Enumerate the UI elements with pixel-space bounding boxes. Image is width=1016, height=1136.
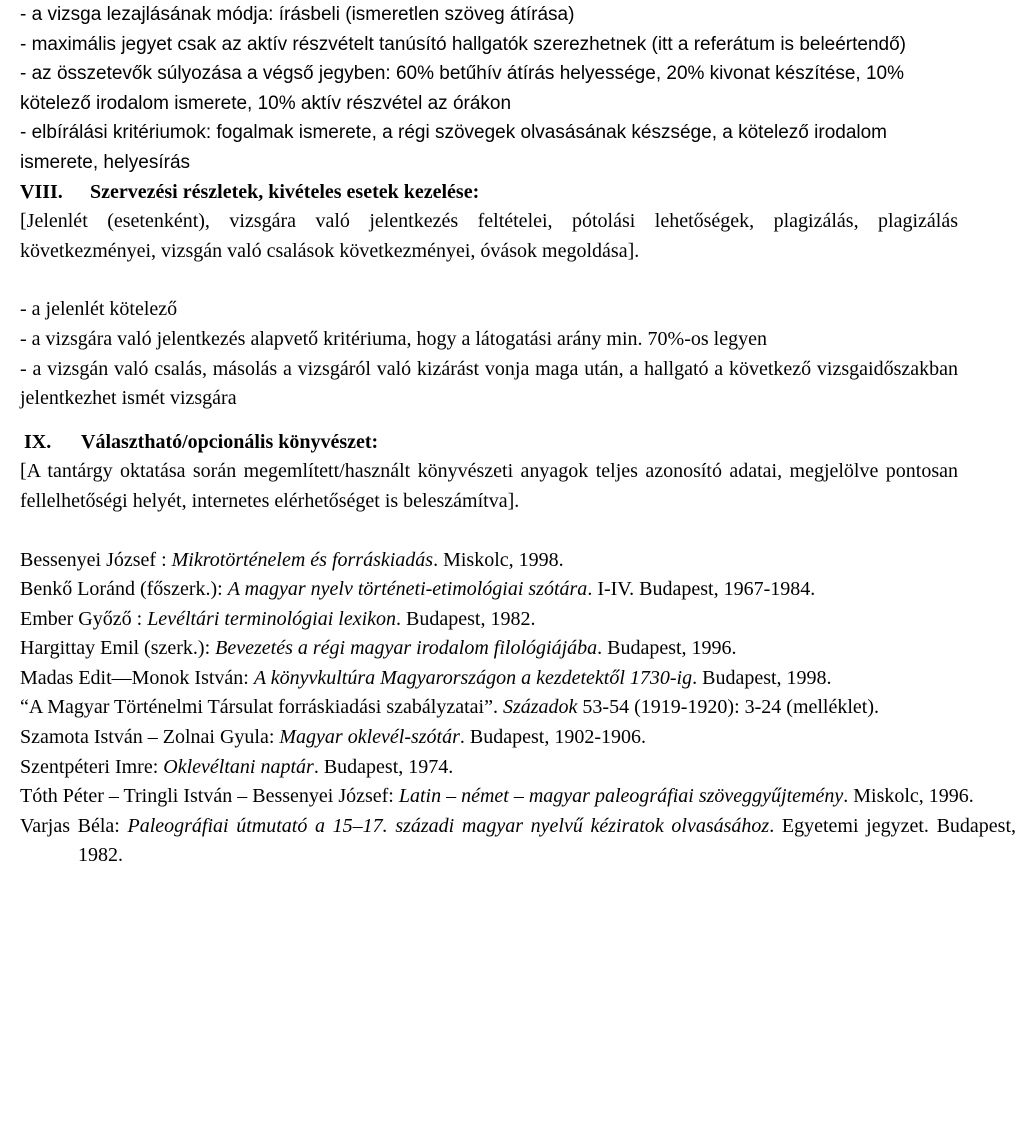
- bibliography-entry: [20, 723, 1016, 753]
- section-viii-heading: [20, 178, 958, 208]
- entry-author: “A Magyar Történelmi Társulat forráskiadási szabályzatai”.: [20, 696, 503, 719]
- entry-title: Levéltári terminológiai lexikon: [147, 607, 397, 630]
- section-title: Szervezési részletek, kivételes esetek kezelése:: [90, 180, 480, 203]
- list-item: - a vizsgára való jelentkezés alapvető kritériuma, hogy a látogatási arány min. 70%-os legyen: [20, 327, 767, 350]
- entry-title: A magyar nyelv történeti-etimológiai szótára: [227, 578, 588, 601]
- section-vii-list: [20, 0, 960, 178]
- entry-details: . Miskolc, 1998.: [433, 548, 564, 571]
- entry-author: Szamota István – Zolnai Gyula:: [20, 726, 280, 749]
- bibliography-entry: [20, 664, 1016, 694]
- bibliography-entry: [20, 812, 1016, 871]
- bibliography-entry: [20, 753, 1016, 783]
- entry-author: Varjas Béla:: [20, 814, 128, 837]
- entry-details: . Budapest, 1982.: [396, 607, 536, 630]
- entry-title: Paleográfiai útmutató a 15–17. századi magyar nyelvű kéziratok olvasásához: [127, 814, 770, 837]
- entry-title: Bevezetés a régi magyar irodalom filológiájába: [215, 637, 598, 660]
- list-item: - a vizsgán való csalás, másolás a vizsgáról való kizárást vonja maga után, a hallgató a következő vizsgaidőszakban jelentkezhet ismét vizsgára: [20, 357, 958, 410]
- entry-title: Magyar oklevél-szótár: [279, 726, 460, 749]
- bibliography-entry: [20, 693, 1016, 723]
- entry-details: . I-IV. Budapest, 1967-1984.: [587, 578, 816, 601]
- entry-details: . Budapest, 1902-1906.: [459, 726, 646, 749]
- section-number: VIII.: [20, 180, 63, 203]
- section-title: Választható/opcionális könyvészet:: [81, 430, 379, 453]
- entry-title: Mikrotörténelem és forráskiadás: [171, 548, 434, 571]
- spacer: [20, 266, 960, 295]
- bibliography-entry: [20, 546, 1016, 576]
- bibliography-entry: [20, 575, 1016, 605]
- entry-title: Latin – német – magyar paleográfiai szöveggyűjtemény: [398, 785, 844, 808]
- entry-title: A könyvkultúra Magyarországon a kezdetektől 1730-ig: [253, 666, 693, 689]
- entry-details: . Budapest, 1974.: [313, 755, 454, 778]
- bibliography-list: [20, 546, 1016, 872]
- entry-details: . Egyetemi jegyzet. Budapest, 1982.: [78, 814, 1016, 867]
- spacer: [20, 414, 960, 428]
- section-ix-description: [A tantárgy oktatása során megemlített/használt könyvészeti anyagok teljes azonosító adatai, megjelölve pontosan fellelhetőségi helyét, internetes elérhetőséget is beleszámítva].: [20, 460, 958, 512]
- bibliography-entry: [20, 782, 1016, 812]
- section-ix-heading: [20, 428, 962, 458]
- list-item: - elbírálási kritériumok: fogalmak ismerete, a régi szövegek olvasásának készsége, a kötelező irodalom ismerete, helyesírás: [20, 122, 888, 173]
- entry-author: Szentpéteri Imre:: [20, 755, 164, 778]
- section-viii-list: [20, 295, 960, 413]
- bibliography-entry: [20, 634, 1016, 664]
- list-item: - az összetevők súlyozása a végső jegyben: 60% betűhív átírás helyessége, 20% kivonat készítése, 10% kötelező irodalom ismerete, 10% aktív részvétel az órákon: [20, 63, 905, 114]
- entry-title: Századok: [502, 696, 578, 719]
- entry-details: . Miskolc, 1996.: [843, 785, 974, 808]
- entry-details: . Budapest, 1998.: [692, 666, 832, 689]
- entry-author: Tóth Péter – Tringli István – Bessenyei József:: [20, 785, 399, 808]
- entry-title: Oklevéltani naptár: [163, 755, 314, 778]
- entry-details: 53-54 (1919-1920): 3-24 (melléklet).: [577, 696, 880, 719]
- section-viii-description: [Jelenlét (esetenként), vizsgára való jelentkezés feltételei, pótolási lehetőségek, plagizálás, plagizálás következményei, vizsgán való csalások következményei, óvások megoldása].: [20, 210, 958, 262]
- entry-details: . Budapest, 1996.: [597, 637, 737, 660]
- section-number: IX.: [24, 430, 52, 453]
- list-item: - maximális jegyet csak az aktív részvételt tanúsító hallgatók szerezhetnek (itt a referátum is beleértendő): [20, 33, 907, 55]
- entry-author: Madas Edit—Monok István:: [20, 666, 254, 689]
- spacer: [20, 517, 960, 546]
- entry-author: Hargittay Emil (szerk.):: [20, 637, 216, 660]
- bibliography-entry: [20, 605, 1016, 635]
- list-item: - a jelenlét kötelező: [20, 298, 178, 321]
- entry-author: Bessenyei József :: [20, 548, 172, 571]
- list-item: - a vizsga lezajlásának módja: írásbeli (ismeretlen szöveg átírása): [20, 4, 575, 25]
- entry-author: Ember Győző :: [20, 607, 148, 630]
- entry-author: Benkő Loránd (főszerk.):: [20, 578, 228, 601]
